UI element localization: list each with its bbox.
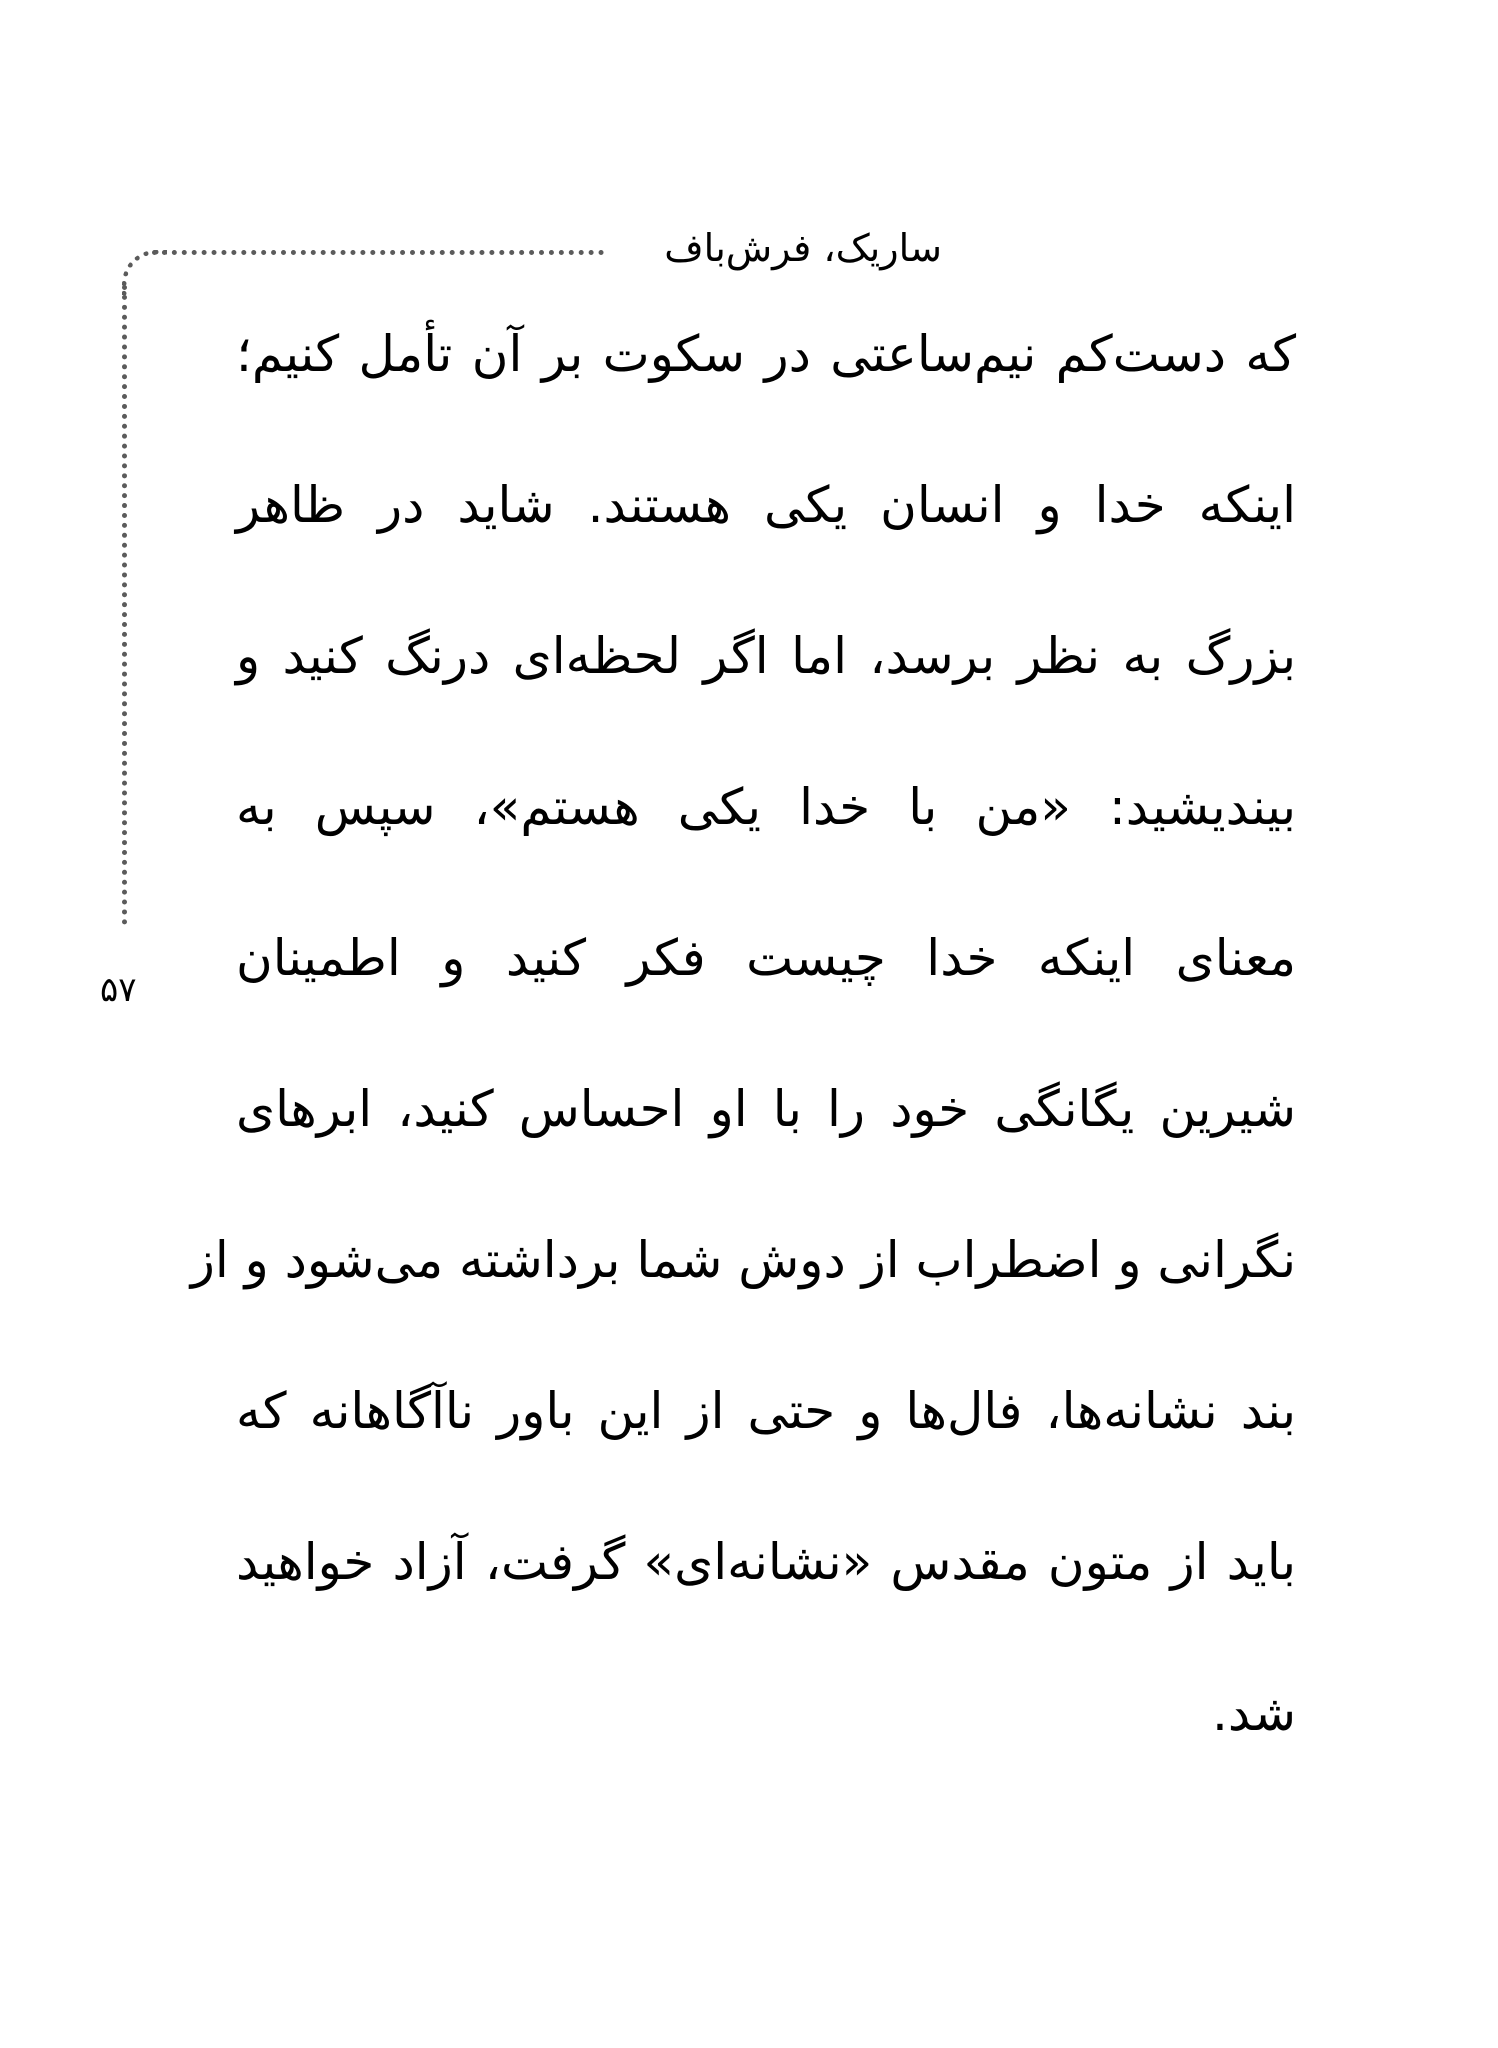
- text-line: شد.: [1211, 1684, 1296, 1742]
- text-line: اینکه خدا و انسان یکی هستند. شاید در ظاهر: [236, 476, 1296, 534]
- margin-dotted-rule: [122, 285, 127, 925]
- header-dotted-rule: [152, 250, 604, 255]
- text-line: بزرگ به نظر برسد، اما اگر لحظه‌ای درنگ کنید و: [236, 627, 1296, 685]
- text-line: که دست‌کم نیم‌ساعتی در سکوت بر آن تأمل کنیم؛: [236, 325, 1296, 383]
- text-line: نگرانی و اضطراب از دوش شما برداشته می‌شود و از: [190, 1231, 1296, 1289]
- dotted-rule-corner: [122, 250, 167, 295]
- text-line: بیندیشید: «من با خدا یکی هستم»، سپس به: [236, 778, 1296, 836]
- page-number: ۵۷: [100, 970, 137, 1010]
- text-line: شیرین یگانگی خود را با او احساس کنید، ابرهای: [236, 1080, 1296, 1138]
- body-paragraph: [190, 306, 1296, 1816]
- text-line: بند نشانه‌ها، فال‌ها و حتی از این باور ناآگاهانه که: [236, 1382, 1296, 1440]
- text-line: باید از متون مقدس «نشانه‌ای» گرفت، آزاد خواهید: [236, 1533, 1296, 1591]
- running-header-title: ساریک، فرش‌باف: [664, 226, 942, 270]
- text-line: معنای اینکه خدا چیست فکر کنید و اطمینان: [236, 929, 1296, 987]
